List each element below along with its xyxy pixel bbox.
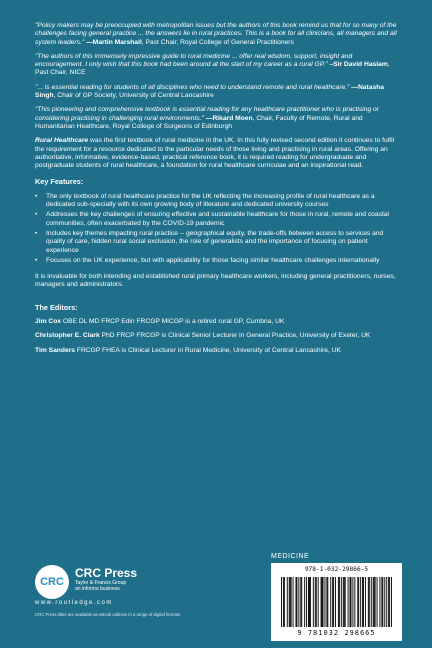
barcode-bar [291,577,292,627]
barcode-bar [344,577,345,627]
feature-item: • Focuses on the UK experience, but with applicability for those facing similar healthcare challenges internationally [35,257,402,265]
barcode-bar [310,577,311,627]
barcode-icon [281,577,392,627]
barcode-bar [379,577,380,627]
barcode-bar [382,577,383,627]
barcode-bar [295,577,296,627]
barcode-bar [369,577,370,627]
barcode-bar [391,577,392,627]
cover-footer [35,553,402,643]
barcode-bar [345,577,346,627]
publisher-name: CRC Press [75,566,138,580]
barcode-bar [335,577,336,627]
barcode-bar [309,577,310,627]
barcode-bar [368,577,369,627]
crc-logo-icon: CRC [35,565,69,599]
editor-name: Christopher E. Clark [35,332,100,340]
barcode-bar [365,577,366,627]
barcode-bar [306,577,307,627]
barcode-bar [332,577,333,627]
endorsement-quote [35,53,402,78]
barcode-bar [283,577,284,627]
editor-entry [35,332,402,340]
feature-item: • The only textbook of rural healthcare practice for the UK reflecting the increasing profile of rural healthcare as a dedicated sub-specialty with its own growing body of literature and dedicated university courses [35,193,402,210]
book-title: Rural Healthcare [35,137,89,145]
endorsement-quote [35,22,402,47]
barcode-bar [363,577,364,627]
description-text: was the first textbook of rural medicine in the UK. In this fully revised second edition it continues to fulfil the requirement for a resource dedicated to the particular needs of those living and practising in rural areas. Offering an authoritative, informative, evidence-based, practical reference book, it is required reading for undergraduate and postgraduate students of rural healthcare, a foundation for rural healthcare curriculae and an inspirational read. [35,137,395,170]
barcode-bar [327,577,328,627]
barcode-bar [313,577,314,627]
publisher-group: Taylor & Francis Group [75,580,127,586]
barcode-bar [308,577,309,627]
isbn-number: 978-1-032-29866-5 [304,566,369,573]
key-features-heading: Key Features: [35,177,84,187]
barcode-bar [384,577,385,627]
barcode-bar [316,577,317,627]
barcode-bar [298,577,299,627]
barcode-bar [296,577,297,627]
quote-role: , Past Chair, Royal College of General Practitioners [141,38,294,46]
barcode-bar [373,577,374,627]
barcode-bar [351,577,352,627]
barcode-bar [324,577,325,627]
feature-item: • Addresses the key challenges of ensuring effective and sustainable healthcare for those in rural, remote and coastal communities, often exacerbated by the COVID-19 pandemic [35,211,402,228]
barcode-bar [339,577,340,627]
barcode-bar [321,577,322,627]
quote-role: , Chair of GP Society, University of Central Lancashire [53,92,214,100]
quote-text: "Policy makers may be preoccupied with metropolitan issues but the authors of this book remind us that for so many of the challenges facing general practice ... the answers lie in rural practices. This is a book for all clinicians, all managers and all system leaders." [35,22,397,46]
editors-heading: The Editors: [35,302,78,312]
barcode-bar [304,577,305,627]
closing-paragraph: It is invaluable for both intending and established rural primary healthcare workers, including general practitioners, nurses, managers and administrators. [35,273,396,289]
publisher-text [75,567,137,592]
barcode-bar [290,577,291,627]
endorsement-quote [35,84,402,101]
barcode-bar [284,577,285,627]
back-cover-text [35,22,402,361]
key-features-list [35,193,402,265]
barcode-bar [360,577,361,627]
quote-role: , Chair, Faculty of Remote, Rural and Humanitarian Healthcare, Royal College of Surgeons of Edinburgh [35,114,363,130]
barcode-bar [289,577,290,627]
barcode-bar [350,577,351,627]
barcode-bar [315,577,316,627]
publisher-tagline: an informa business [75,586,120,592]
barcode-bar [287,577,288,627]
barcode-bar [293,577,294,627]
barcode-bar [371,577,372,627]
barcode-bar [341,577,342,627]
barcode-bar [301,577,302,627]
quote-text: "... is essential reading for students of all disciplines who need to understand remote and rural healthcare." [35,83,350,91]
book-description [35,137,402,170]
publisher-website: www.routledge.com [35,600,113,606]
barcode-bar [318,577,319,627]
editor-bio: OBE DL MD FRCP Edin FRCGP MICGP is a retired rural GP, Cumbria, UK [61,318,285,326]
quote-text: "This pioneering and comprehensive textbook is essential reading for any healthcare practitioner who is practising or considering practising in challenging rural environments." [35,106,379,122]
quote-author: —Natasha Singh [35,83,384,100]
editor-entry [35,347,402,355]
barcode-bar [333,577,334,627]
editor-bio: FRCGP FHEA is Clinical Lecturer in Rural Medicine, University of Central Lancashire, UK [75,346,342,354]
category-label: MEDICINE [271,553,310,560]
editor-bio: PhD FRCP FRCGP is Clinical Senior Lecturer in General Practice, University of Exeter, UK [99,332,371,340]
quote-author: —Martin Marshall [86,38,142,46]
barcode-bar [343,577,344,627]
barcode-bar [323,577,324,627]
editor-entry [35,318,402,326]
barcode-bar [338,577,339,627]
barcode-bar [377,577,378,627]
barcode-bar [326,577,327,627]
barcode-bar [388,577,389,627]
barcode-bar [374,577,375,627]
barcode-bar [381,577,382,627]
barcode-bar [352,577,353,627]
quote-role: , Past Chair, NICE [35,61,390,77]
barcode-bar [358,577,359,627]
editor-name: Jim Cox [35,318,62,326]
barcode-bar [357,577,358,627]
quote-text: "The authors of this immensely impressive guide to rural medicine ... offer real wisdom, support, insight and encouragement. I only wish that this book had been around at the start of my career as a rural GP." [35,52,353,69]
barcode-bar [330,577,331,627]
barcode-bar [354,577,355,627]
quote-author: —Rikard Moen [205,114,253,122]
barcode-bar [300,577,301,627]
endorsement-quote [35,106,402,131]
barcode-bar [348,577,349,627]
barcode-bar [386,577,387,627]
feature-item: • Includes key themes impacting rural practice -- geographical equity, the trade-offs between access to services and quality of care, hidden rural social exclusion, the role of generalists and the importance of focusing on patient experience [35,230,402,255]
barcode-bar [322,577,323,627]
barcode-bar [362,577,363,627]
publisher-logo [35,565,195,601]
barcode-bar [375,577,376,627]
quote-author: –Sir David Haslam [329,61,388,69]
isbn-barcode [271,563,402,641]
barcode-digits: 9 781032 298665 [297,629,376,637]
barcode-bar [389,577,390,627]
ebook-note: CRC Press titles are available as eBook editions in a range of digital formats [35,612,181,617]
barcode-bar [281,577,282,627]
editor-name: Tim Sanders [35,346,76,354]
